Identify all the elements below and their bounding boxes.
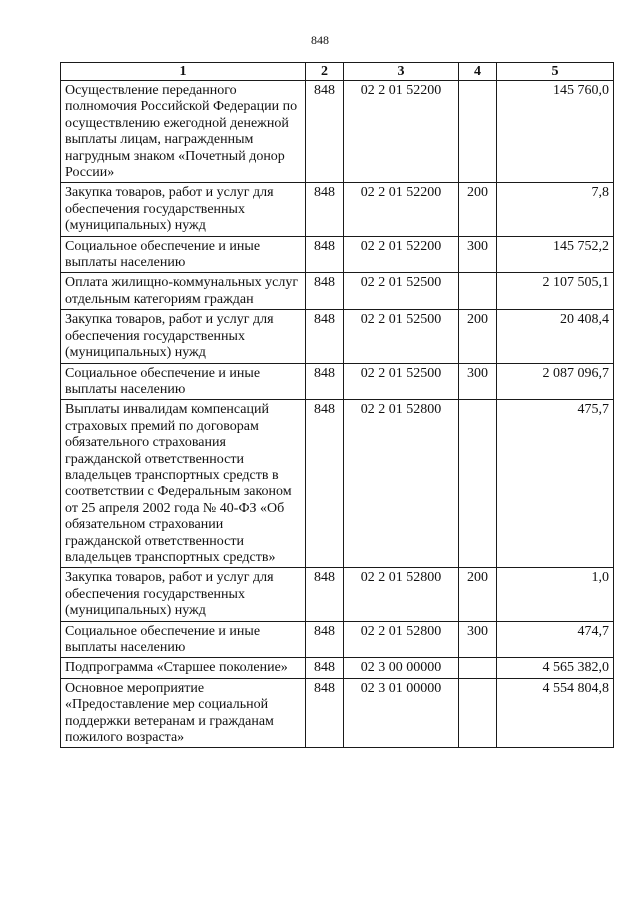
cell-amount: 2 087 096,7	[497, 363, 614, 400]
cell-target-article: 02 2 01 52200	[344, 183, 459, 236]
cell-ministry-code: 848	[306, 310, 344, 363]
cell-ministry-code: 848	[306, 236, 344, 273]
cell-expense-type: 200	[459, 568, 497, 621]
header-col-5: 5	[497, 63, 614, 81]
cell-name: Выплаты инвалидам компенсаций страховых премий по договорам обязательного страхования гражданской ответственности владельцев транспортных средств в соответствии с Федеральным законом от 25 апреля 2002 года № 40-ФЗ «Об обязательном страховании гражданской ответственности владельцев транспортных средств»	[61, 400, 306, 568]
cell-ministry-code: 848	[306, 678, 344, 748]
cell-target-article: 02 2 01 52500	[344, 310, 459, 363]
cell-name: Оплата жилищно-коммунальных услуг отдельным категориям граждан	[61, 273, 306, 310]
table-row	[61, 658, 614, 678]
cell-target-article: 02 3 00 00000	[344, 658, 459, 678]
table-row	[61, 310, 614, 363]
cell-name: Социальное обеспечение и иные выплаты населению	[61, 363, 306, 400]
cell-name: Социальное обеспечение и иные выплаты населению	[61, 621, 306, 658]
cell-target-article: 02 2 01 52800	[344, 400, 459, 568]
cell-amount: 475,7	[497, 400, 614, 568]
cell-expense-type: 300	[459, 621, 497, 658]
cell-ministry-code: 848	[306, 658, 344, 678]
cell-amount: 20 408,4	[497, 310, 614, 363]
table-row	[61, 236, 614, 273]
cell-target-article: 02 2 01 52200	[344, 236, 459, 273]
cell-expense-type: 300	[459, 236, 497, 273]
cell-expense-type: 300	[459, 363, 497, 400]
header-row	[61, 63, 614, 81]
cell-target-article: 02 2 01 52500	[344, 363, 459, 400]
budget-table	[60, 62, 614, 748]
cell-ministry-code: 848	[306, 183, 344, 236]
table-row	[61, 273, 614, 310]
cell-ministry-code: 848	[306, 400, 344, 568]
cell-amount: 7,8	[497, 183, 614, 236]
cell-expense-type	[459, 81, 497, 183]
cell-amount: 474,7	[497, 621, 614, 658]
cell-ministry-code: 848	[306, 273, 344, 310]
cell-amount: 145 752,2	[497, 236, 614, 273]
table-body	[61, 81, 614, 748]
cell-ministry-code: 848	[306, 81, 344, 183]
cell-ministry-code: 848	[306, 568, 344, 621]
cell-name: Подпрограмма «Старшее поколение»	[61, 658, 306, 678]
header-col-3: 3	[344, 63, 459, 81]
cell-target-article: 02 2 01 52500	[344, 273, 459, 310]
cell-ministry-code: 848	[306, 621, 344, 658]
cell-amount: 4 565 382,0	[497, 658, 614, 678]
cell-name: Закупка товаров, работ и услуг для обеспечения государственных (муниципальных) нужд	[61, 310, 306, 363]
cell-name: Закупка товаров, работ и услуг для обеспечения государственных (муниципальных) нужд	[61, 183, 306, 236]
cell-expense-type	[459, 400, 497, 568]
cell-name: Социальное обеспечение и иные выплаты населению	[61, 236, 306, 273]
cell-name: Закупка товаров, работ и услуг для обеспечения государственных (муниципальных) нужд	[61, 568, 306, 621]
table-row	[61, 81, 614, 183]
cell-expense-type	[459, 658, 497, 678]
cell-name: Осуществление переданного полномочия Российской Федерации по осуществлению ежегодной денежной выплаты лицам, награжденным нагрудным знаком «Почетный донор России»	[61, 81, 306, 183]
cell-expense-type: 200	[459, 310, 497, 363]
cell-target-article: 02 2 01 52200	[344, 81, 459, 183]
table-row	[61, 568, 614, 621]
header-col-2: 2	[306, 63, 344, 81]
table-row	[61, 678, 614, 748]
cell-target-article: 02 2 01 52800	[344, 568, 459, 621]
cell-target-article: 02 3 01 00000	[344, 678, 459, 748]
cell-expense-type: 200	[459, 183, 497, 236]
header-col-1: 1	[61, 63, 306, 81]
page-number: 848	[311, 33, 329, 47]
header-col-4: 4	[459, 63, 497, 81]
cell-expense-type	[459, 678, 497, 748]
cell-amount: 2 107 505,1	[497, 273, 614, 310]
cell-amount: 4 554 804,8	[497, 678, 614, 748]
cell-target-article: 02 2 01 52800	[344, 621, 459, 658]
cell-expense-type	[459, 273, 497, 310]
table-row	[61, 400, 614, 568]
table-row	[61, 183, 614, 236]
cell-amount: 145 760,0	[497, 81, 614, 183]
cell-amount: 1,0	[497, 568, 614, 621]
cell-ministry-code: 848	[306, 363, 344, 400]
table-row	[61, 363, 614, 400]
table-row	[61, 621, 614, 658]
cell-name: Основное мероприятие «Предоставление мер социальной поддержки ветеранам и гражданам пожилого возраста»	[61, 678, 306, 748]
